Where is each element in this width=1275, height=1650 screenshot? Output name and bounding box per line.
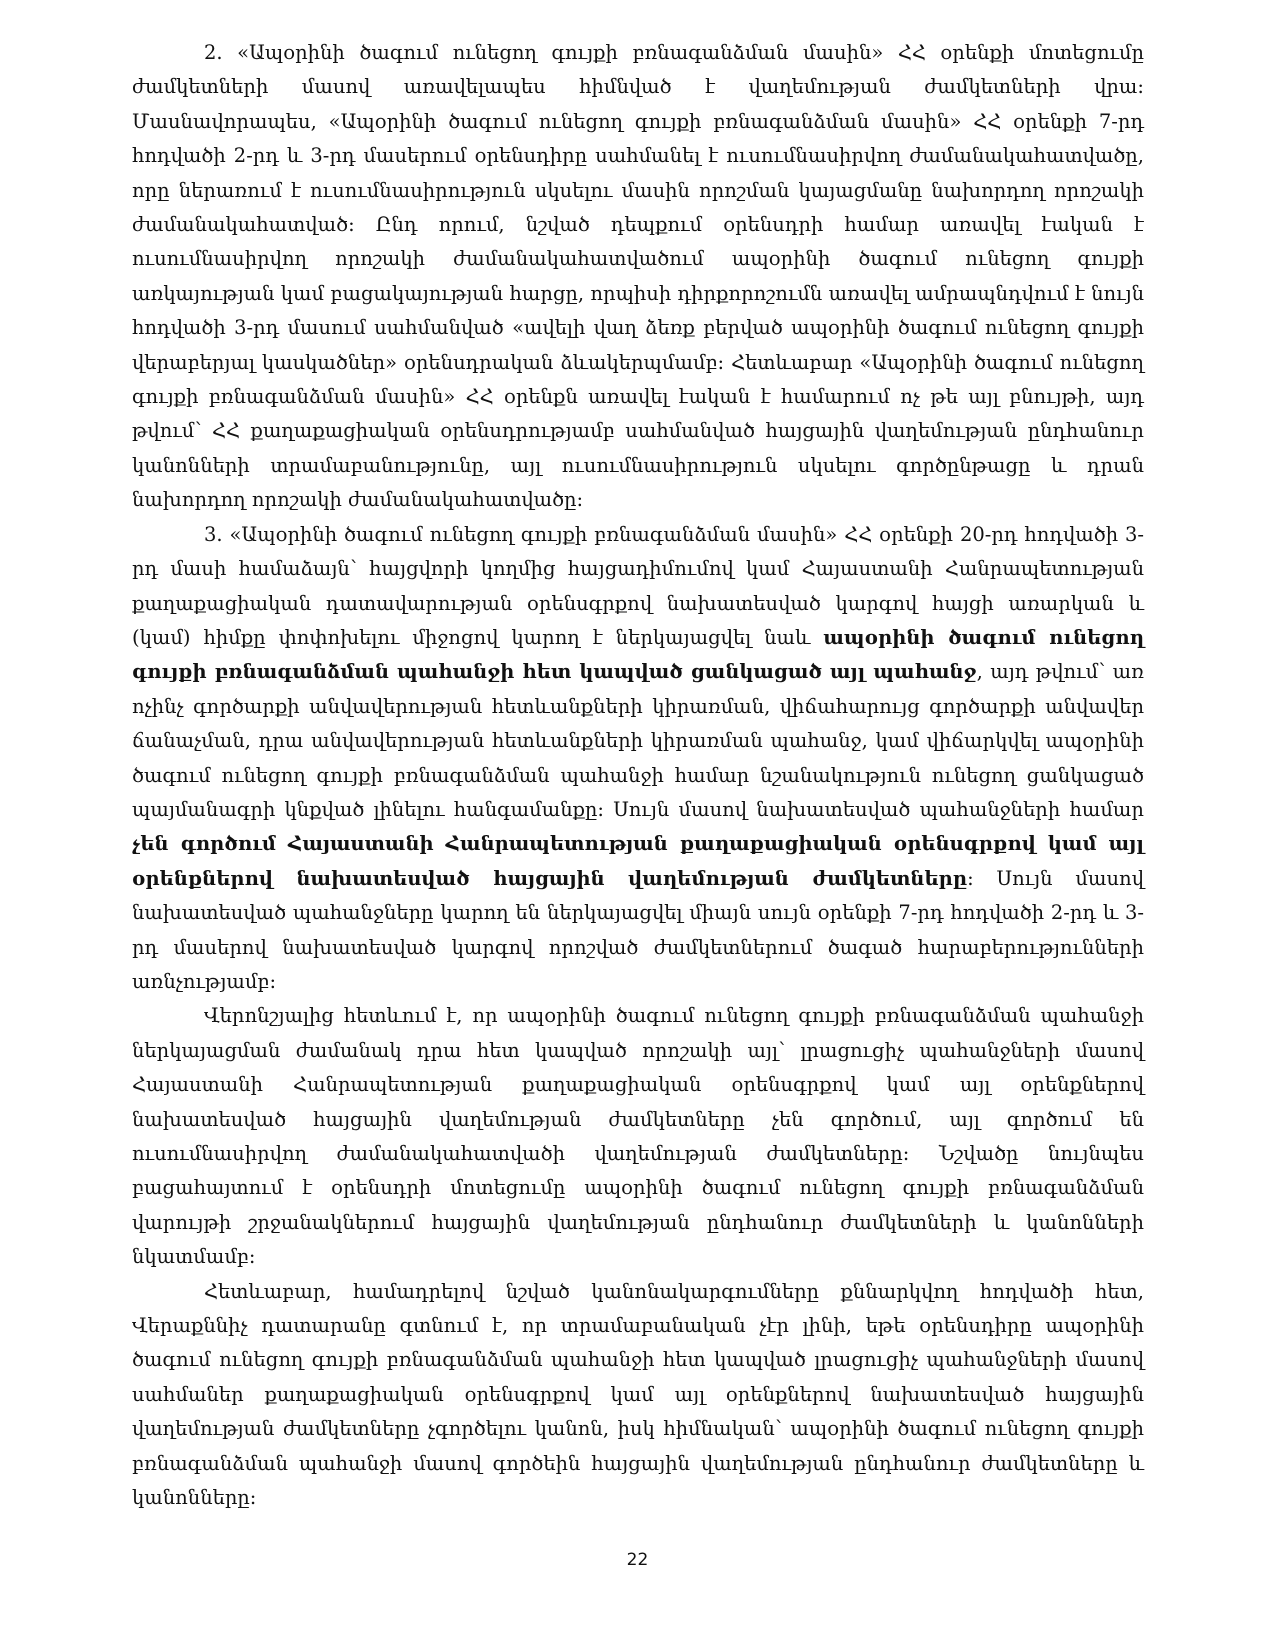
text-segment: : Սույն մասով նախատեսված պահանջները կարող են ներկայացվել միայն սույն օրենքի 7-րդ հոդվածի 2-րդ և 3-րդ մասերով նախատեսված կարգով որոշված ժամկետներում ծագած հարաբերությունների առնչությամբ: xyxy=(132,866,1144,993)
paragraph-2-time-limits xyxy=(132,36,1144,518)
paragraph-conclusion-1 xyxy=(132,999,1144,1274)
page-number: 22 xyxy=(626,1550,649,1570)
paragraph-3-article-20 xyxy=(132,518,1144,1000)
text-segment: , այդ թվում՝ առ ոչինչ գործարքի անվավերության հետևանքների կիրառման, վիճահարույց գործարքի անվավեր ճանաչման, դրա անվավերության հետևանքների կիրառման պահանջ, կամ վիճարկվել ապօրինի ծագում ունեցող գույքի բռնագանձման պահանջի համար նշանակություն ունեցող ցանկացած պայմանագրի կնքված լինելու հանգամանքը: Սույն մասով նախատեսված պահանջների համար xyxy=(132,660,1144,821)
paragraph-conclusion-2 xyxy=(132,1275,1144,1516)
text-segment: Վերոնշյալից հետևում է, որ ապօրինի ծագում ունեցող գույքի բռնագանձման պահանջի ներկայացման ժամանակ դրա հետ կապված որոշակի այլ՝ լրացուցիչ պահանջների մասով Հայաստանի Հանրապետության քաղաքացիական օրենսգրքով կամ այլ օրենքներով նախատեսված հայցային վաղեմության ժամկետները չեն գործում, այլ գործում են ուսումնասիրվող ժամանակահատվածի վաղեմության ժամկետները: Նշվածը նույնպես բացահայտում է օրենսդրի մոտեցումը ապօրինի ծագում ունեցող գույքի բռնագանձման վարույթի շրջանակներում հայցային վաղեմության ընդհանուր ժամկետների և կանոնների նկատմամբ: xyxy=(132,1004,1144,1269)
text-segment: Հետևաբար, համադրելով նշված կանոնակարգումները քննարկվող հոդվածի հետ, Վերաքննիչ դատարանը գտնում է, որ տրամաբանական չէր լինի, եթե օրենսդիրը ապօրինի ծագում ունեցող գույքի բռնագանձման պահանջի հետ կապված լրացուցիչ պահանջների մասով սահմաներ քաղաքացիական օրենսգրքով կամ այլ օրենքներով նախատեսված հայցային վաղեմության ժամկետները չգործելու կանոն, իսկ հիմնական՝ ապօրինի ծագում ունեցող գույքի բռնագանձման պահանջի մասով գործեին հայցային վաղեմության ընդհանուր ժամկետները և կանոնները: xyxy=(132,1279,1144,1510)
text-segment: 3. «Ապօրինի ծագում ունեցող գույքի բռնագանձման մասին» ՀՀ օրենքի 20-րդ հոդվածի 3-րդ մասի համաձայն՝ հայցվորի կողմից հայցադիմումով կամ Հայաստանի Հանրապետության քաղաքացիական դատավարության օրենսգրքով նախատեսված կարգով հայցի առարկան և (կամ) հիմքը փոփոխելու միջոցով կարող է ներկայացվել նաև xyxy=(132,522,1144,649)
bold-text-segment: չեն գործում Հայաստանի Հանրապետության քաղաքացիական օրենսգրքով կամ այլ օրենքներով նախատեսված հայցային վաղեմության ժամկետները xyxy=(132,832,1144,890)
bold-text-segment: ապօրինի ծագում ունեցող գույքի բռնագանձման պահանջի հետ կապված ցանկացած այլ պահանջ xyxy=(132,625,1144,684)
text-segment: 2. «Ապօրինի ծագում ունեցող գույքի բռնագանձման մասին» ՀՀ օրենքի մոտեցումը ժամկետների մասով առավելապես հիմնված է վաղեմության ժամկետների վրա: Մասնավորապես, «Ապօրինի ծագում ունեցող գույքի բռնագանձման մասին» ՀՀ օրենքի 7-րդ հոդվածի 2-րդ և 3-րդ մասերում օրենսդիրը սահմանել է ուսումնասիրվող ժամանակահատվածը, որը ներառում է ուսումնասիրություն սկսելու մասին որոշման կայացմանը նախորդող որոշակի ժամանակահատված: Ընդ որում, նշված դեպքում օրենսդրի համար առավել էական է ուսումնասիրվող որոշակի ժամանակահատվածում ապօրինի ծագում ունեցող գույքի առկայության կամ բացակայության հարցը, որպիսի դիրքորոշումն առավել ամրապնդվում է նույն հոդվածի 3-րդ մասում սահմանված «ավելի վաղ ձեռք բերված ապօրինի ծագում ունեցող գույքի վերաբերյալ կասկածներ» օրենսդրական ձևակերպմամբ: Հետևաբար «Ապօրինի ծագում ունեցող գույքի բռնագանձման մասին» ՀՀ օրենքն առավել էական է համարում ոչ թե այլ բնույթի, այդ թվում՝ ՀՀ քաղաքացիական օրենսդրությամբ սահմանված հայցային վաղեմության ընդհանուր կանոնների տրամաբանությունը, այլ ուսումնասիրություն սկսելու գործընթացը և դրան նախորդող որոշակի ժամանակահատվածը: xyxy=(132,41,1144,512)
document-page xyxy=(132,36,1144,1515)
